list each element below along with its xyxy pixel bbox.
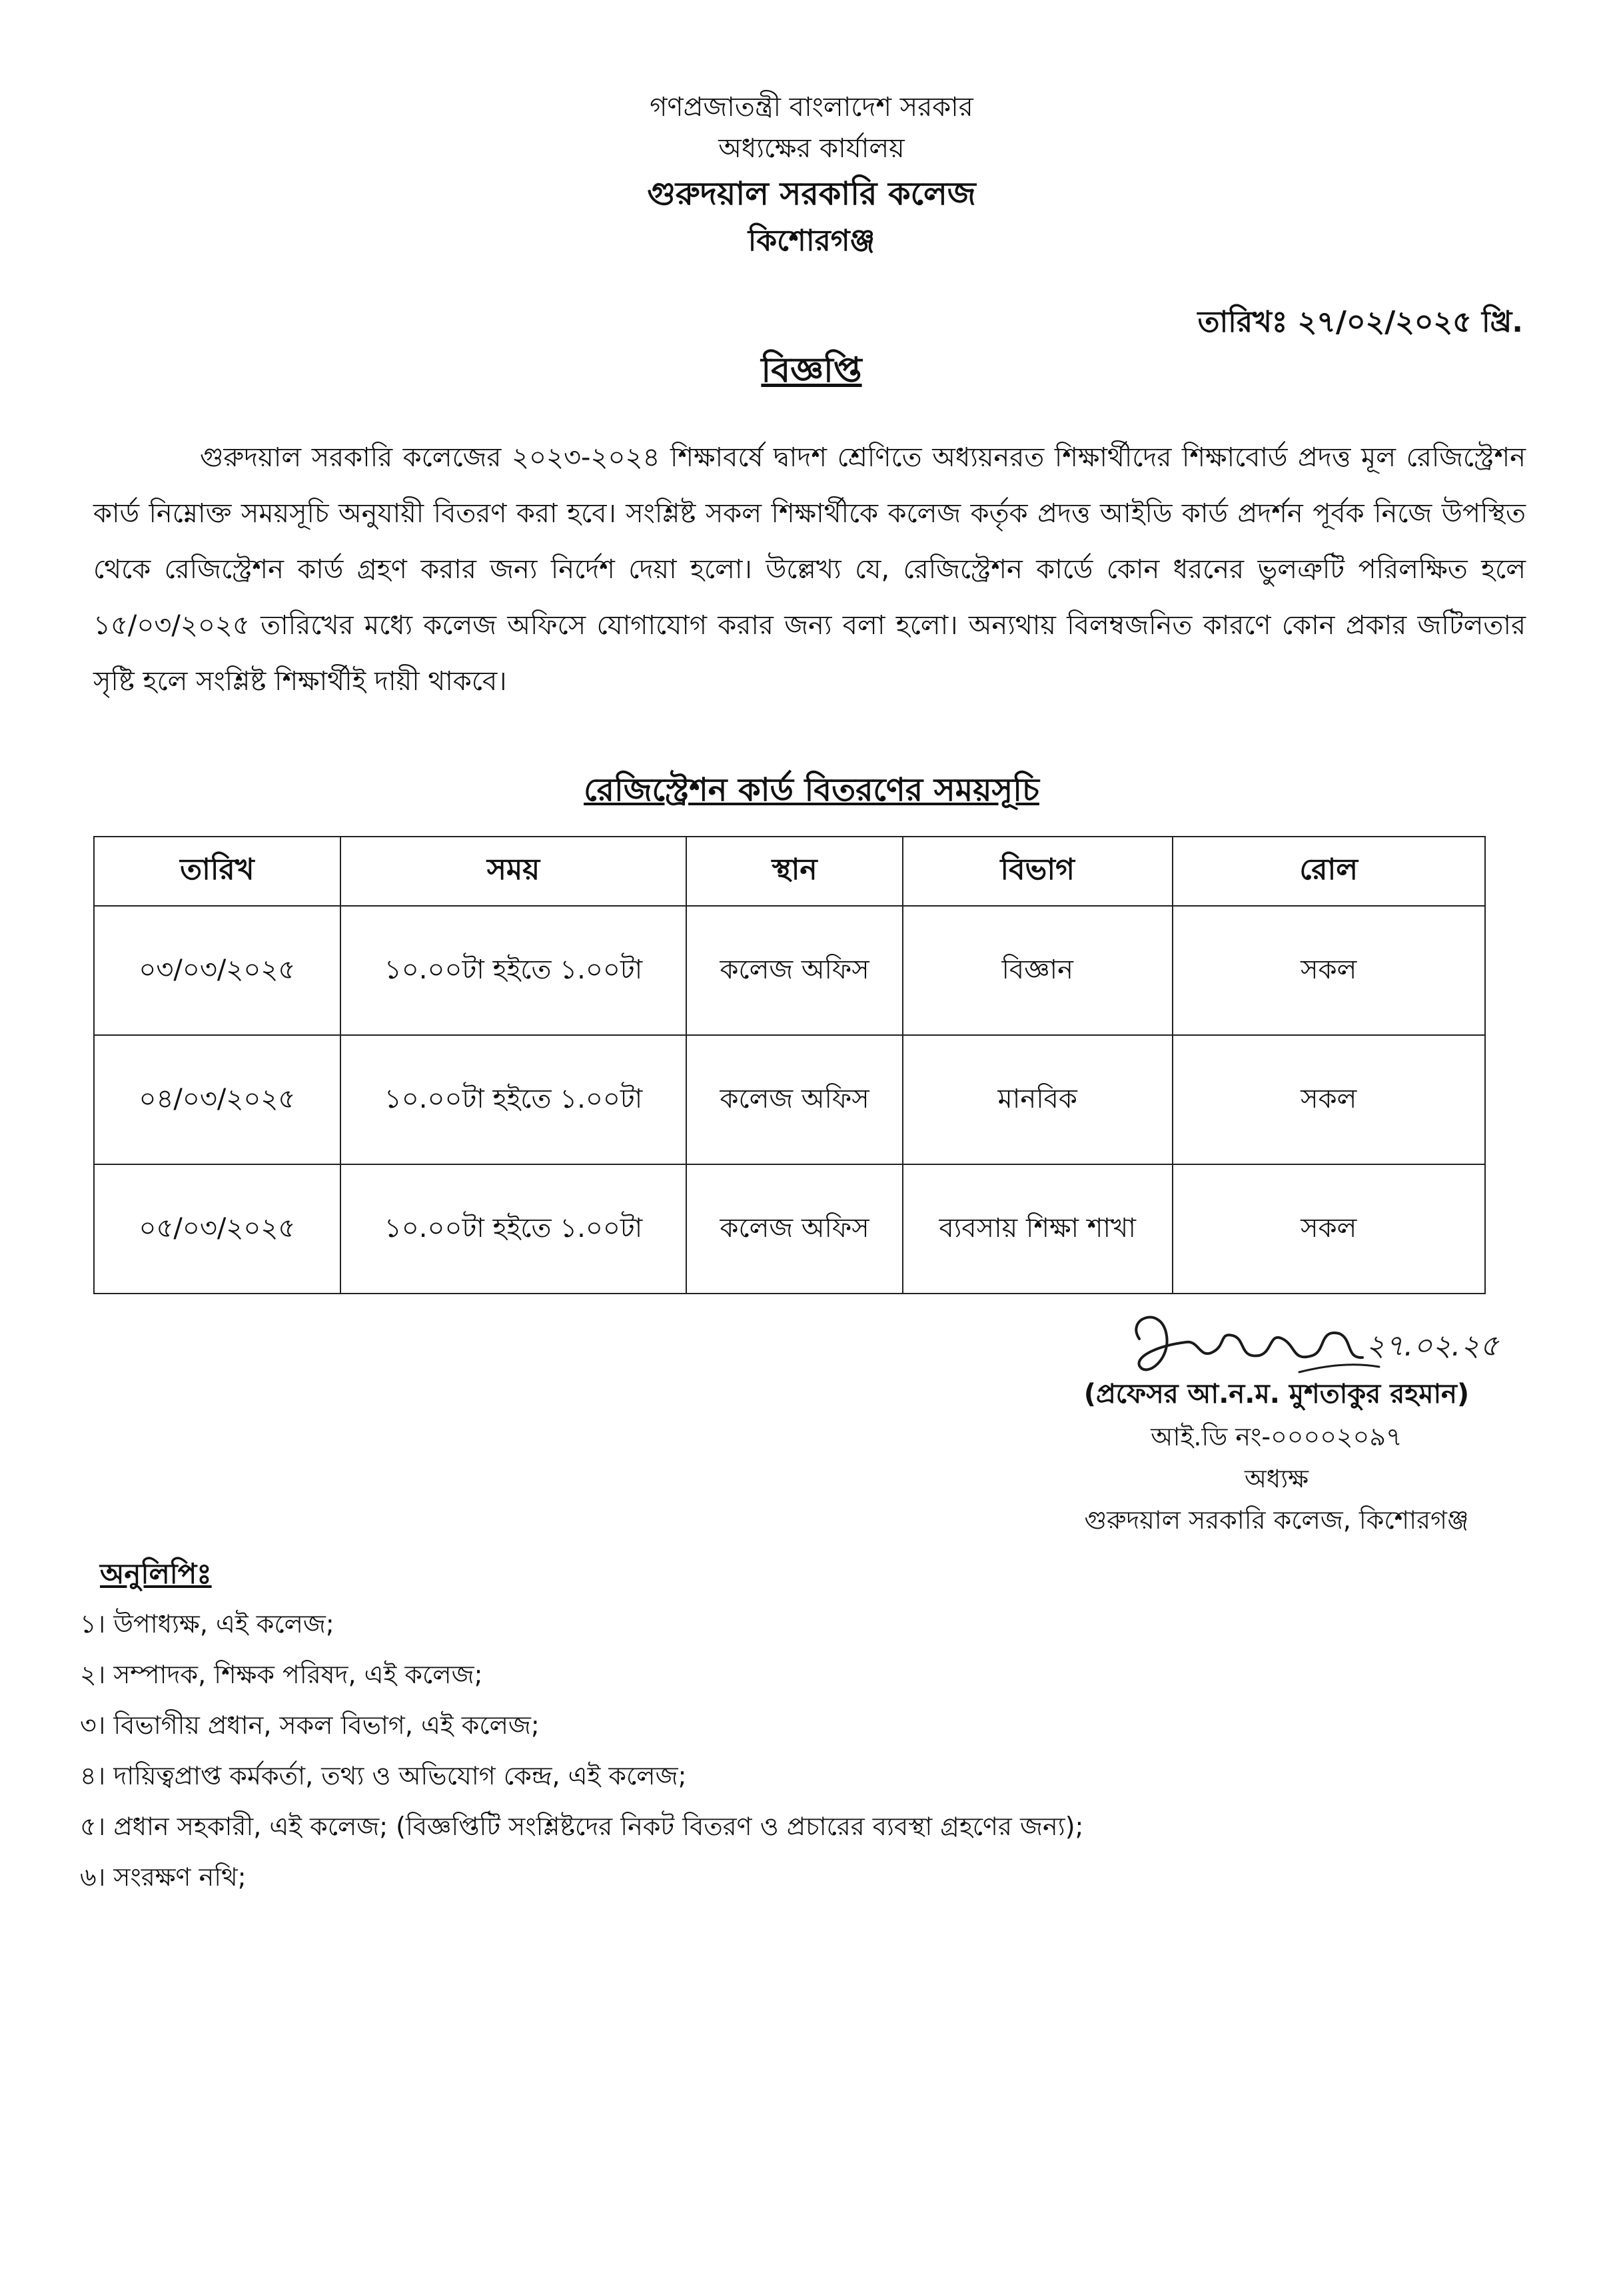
table-row	[94, 1164, 1485, 1294]
cell-department: ব্যবসায় শিক্ষা শাখা	[903, 1164, 1173, 1294]
header-time: সময়	[340, 837, 686, 906]
cell-date: ০৩/০৩/২০২৫	[94, 906, 340, 1035]
list-item: ২। সম্পাদক, শিক্ষক পরিষদ, এই কলেজ;	[80, 1660, 483, 1689]
list-item: ৩। বিভাগীয় প্রধান, সকল বিভাগ, এই কলেজ;	[80, 1711, 540, 1740]
cell-place: কলেজ অফিস	[686, 906, 903, 1035]
cell-roll: সকল	[1173, 906, 1485, 1035]
notice-title-text: বিজ্ঞপ্তি	[761, 350, 862, 390]
cell-place: কলেজ অফিস	[686, 1035, 903, 1164]
signer-name: (প্রফেসর আ.ন.ম. মুশতাকুর রহমান)	[1083, 1379, 1470, 1409]
cell-time: ১০.০০টা হইতে ১.০০টা	[340, 1035, 686, 1164]
copy-list	[80, 1599, 1083, 1902]
government-line: গণপ্রজাতন্ত্রী বাংলাদেশ সরকার	[650, 92, 973, 123]
header-roll: রোল	[1173, 837, 1485, 906]
header-department: বিভাগ	[903, 837, 1173, 906]
cell-department: মানবিক	[903, 1035, 1173, 1164]
list-item: ৪। দায়িত্বপ্রাপ্ত কর্মকর্তা, তথ্য ও অভিযোগ কেন্দ্র, এই কলেজ;	[80, 1761, 687, 1790]
list-item: ৬। সংরক্ষণ নথি;	[80, 1862, 247, 1892]
cell-roll: সকল	[1173, 1035, 1485, 1164]
list-item: ৫। প্রধান সহকারী, এই কলেজ; (বিজ্ঞপ্তিটি সংশ্লিষ্টদের নিকট বিতরণ ও প্রচারের ব্যবস্থা গ্রহণের জন্য);	[80, 1812, 1084, 1841]
table-row	[94, 1035, 1485, 1164]
district-name: কিশোরগঞ্জ	[748, 224, 875, 258]
signature-date: ২৭.০২.২৫	[1366, 1329, 1499, 1363]
cell-time: ১০.০০টা হইতে ১.০০টা	[340, 906, 686, 1035]
list-item: ১। উপাধ্যক্ষ, এই কলেজ;	[80, 1609, 334, 1639]
copy-title: অনুলিপিঃ	[100, 1557, 212, 1590]
signer-id: আই.ডি নং-০০০০২০৯৭	[1151, 1422, 1402, 1451]
cell-roll: সকল	[1173, 1164, 1485, 1294]
schedule-title-text: রেজিস্ট্রেশন কার্ড বিতরণের সময়সূচি	[584, 771, 1039, 809]
signer-college: গুরুদয়াল সরকারি কলেজ, কিশোরগঞ্জ	[1084, 1505, 1469, 1535]
header-place: স্থান	[686, 837, 903, 906]
notice-title	[0, 343, 1623, 401]
cell-place: কলেজ অফিস	[686, 1164, 903, 1294]
header-date: তারিখ	[94, 837, 340, 906]
signer-block	[1023, 1372, 1530, 1541]
table-header-row	[94, 837, 1485, 906]
schedule-title	[0, 766, 1623, 819]
cell-time: ১০.০০টা হইতে ১.০০টা	[340, 1164, 686, 1294]
college-name: গুরুদয়াল সরকারি কলেজ	[647, 175, 976, 212]
letterhead	[0, 87, 1623, 264]
signer-designation: অধ্যক্ষ	[1244, 1463, 1309, 1493]
office-line: অধ্যক্ষের কার্যালয়	[718, 133, 905, 164]
cell-department: বিজ্ঞান	[903, 906, 1173, 1035]
notice-body: গুরুদয়াল সরকারি কলেজের ২০২৩-২০২৪ শিক্ষাবর্ষে দ্বাদশ শ্রেণিতে অধ্যয়নরত শিক্ষার্থীদের শিক্ষাবোর্ড প্রদত্ত মূল রেজিস্ট্রেশন কার্ড নিম্নোক্ত সময়সূচি অনুযায়ী বিতরণ করা হবে। সংশ্লিষ্ট সকল শিক্ষার্থীকে কলেজ কর্তৃক প্রদত্ত আইডি কার্ড প্রদর্শন পূর্বক নিজে উপস্থিত থেকে রেজিস্ট্রেশন কার্ড গ্রহণ করার জন্য নির্দেশ দেয়া হলো। উল্লেখ্য যে, রেজিস্ট্রেশন কার্ডে কোন ধরনের ভুলত্রুটি পরিলক্ষিত হলে ১৫/০৩/২০২৫ তারিখের মধ্যে কলেজ অফিসে যোগাযোগ করার জন্য বলা হলো। অন্যথায় বিলম্বজনিত কারণে কোন প্রকার জটিলতার সৃষ্টি হলে সংশ্লিষ্ট শিক্ষার্থীই দায়ী থাকবে।	[93, 442, 1526, 697]
table-row	[94, 906, 1485, 1035]
notice-date: তারিখঃ ২৭/০২/২০২৫ খ্রি.	[1197, 305, 1523, 339]
cell-date: ০৫/০৩/২০২৫	[94, 1164, 340, 1294]
schedule-table	[93, 836, 1486, 1294]
cell-date: ০৪/০৩/২০২৫	[94, 1035, 340, 1164]
